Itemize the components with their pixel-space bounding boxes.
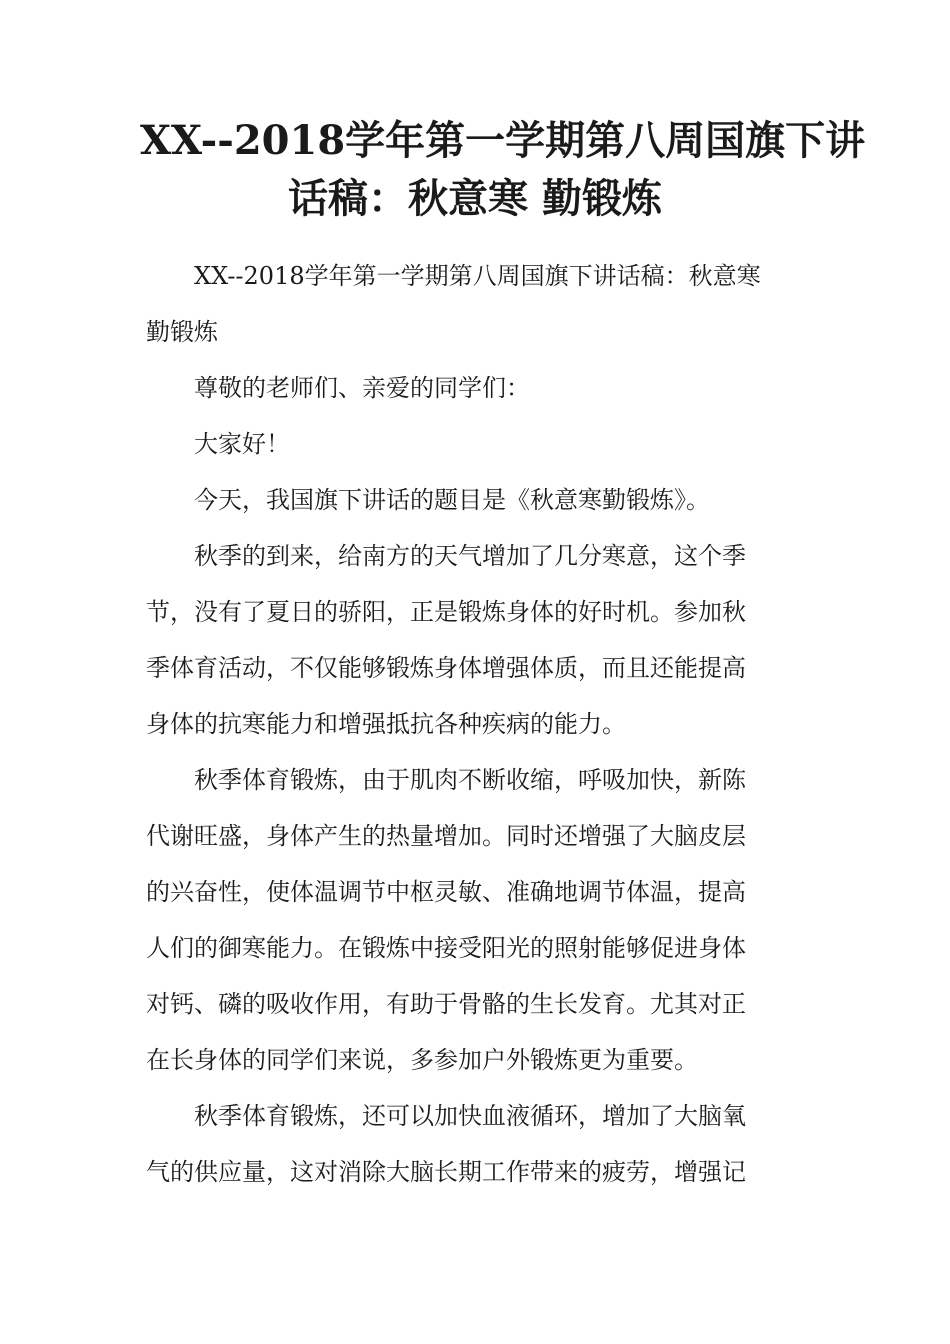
paragraph-line: 对钙、磷的吸收作用，有助于骨骼的生长发育。尤其对正 [146,990,746,1018]
paragraph-line: 身体的抗寒能力和增强抵抗各种疾病的能力。 [146,710,626,738]
paragraph-greeting [146,416,808,472]
document-body [146,248,808,1200]
document-title [140,112,866,228]
paragraph-line: 代谢旺盛，身体产生的热量增加。同时还增强了大脑皮层 [146,822,746,850]
paragraph-salutation [146,360,808,416]
paragraph-subtitle [146,248,808,360]
paragraph-line: XX--2018学年第一学期第八周国旗下讲话稿：秋意寒 [194,262,761,290]
paragraph-line: 季体育活动，不仅能够锻炼身体增强体质，而且还能提高 [146,654,746,682]
paragraph-line: 在长身体的同学们来说，多参加户外锻炼更为重要。 [146,1046,698,1074]
paragraph-body [146,752,808,1088]
paragraph-line: 秋季体育锻炼，由于肌肉不断收缩，呼吸加快，新陈 [194,766,746,794]
paragraph-line: 大家好！ [194,430,290,458]
paragraph-body [146,528,808,752]
paragraph-line: 人们的御寒能力。在锻炼中接受阳光的照射能够促进身体 [146,934,746,962]
paragraph-line: 今天，我国旗下讲话的题目是《秋意寒勤锻炼》。 [194,486,710,514]
paragraph-line: 的兴奋性，使体温调节中枢灵敏、准确地调节体温，提高 [146,878,746,906]
paragraph-line: 秋季的到来，给南方的天气增加了几分寒意，这个季 [194,542,746,570]
paragraph-line: 勤锻炼 [146,318,218,346]
paragraph-line: 秋季体育锻炼，还可以加快血液循环，增加了大脑氧 [194,1102,746,1130]
title-line: 话稿：秋意寒 勤锻炼 [288,175,662,222]
paragraph-line: 气的供应量，这对消除大脑长期工作带来的疲劳，增强记 [146,1158,746,1186]
paragraph-body [146,1088,808,1200]
title-line: XX--2018学年第一学期第八周国旗下讲 [140,117,866,164]
paragraph-line: 节，没有了夏日的骄阳，正是锻炼身体的好时机。参加秋 [146,598,746,626]
paragraph-line: 尊敬的老师们、亲爱的同学们： [194,374,530,402]
paragraph-topic [146,472,808,528]
